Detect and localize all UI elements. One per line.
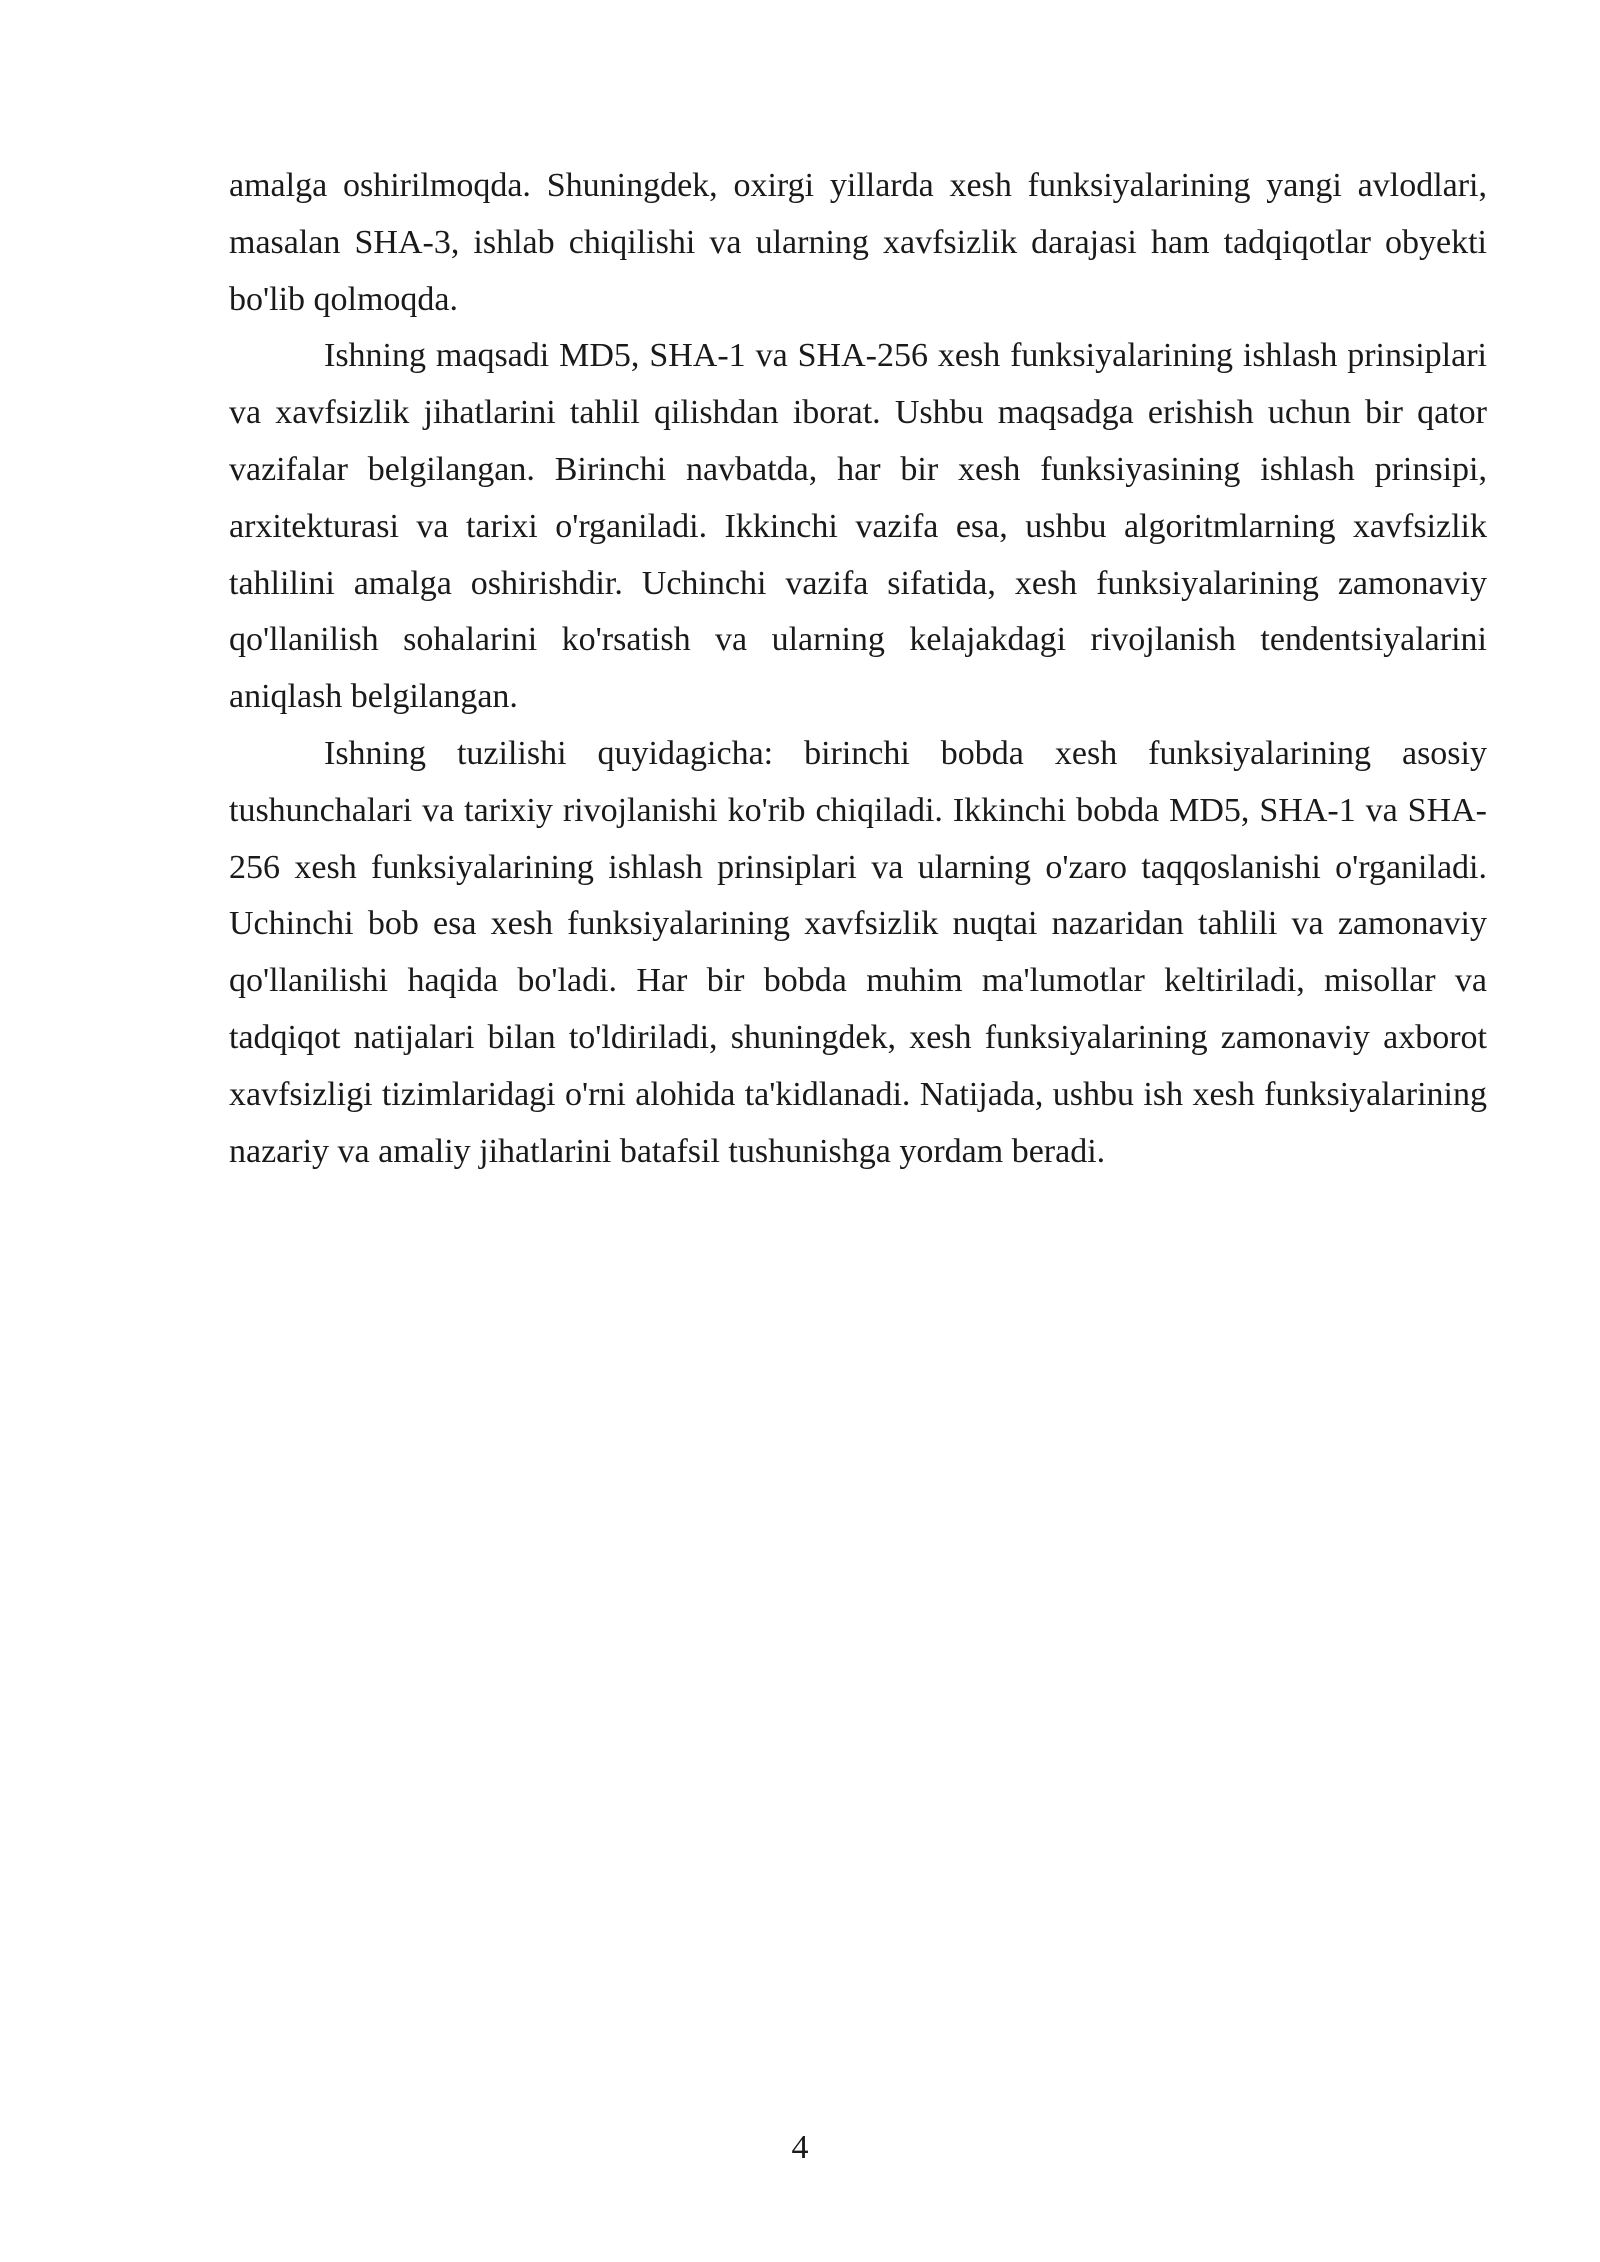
paragraph-objective: Ishning maqsadi MD5, SHA-1 va SHA-256 xesh funksiyalarining ishlash prinsiplari va xavfsizlik jihatlarini tahlil qilishdan iborat. Ushbu maqsadga erishish uchun bir qator vazifalar belgilangan. Birinchi navbatda, har bir xesh funksiyasining ishlash prinsipi, arxitekturasi va tarixi o'rganiladi. Ikkinchi vazifa esa, ushbu algoritmlarning xavfsizlik tahlilini amalga oshirishdir. Uchinchi vazifa sifatida, xesh funksiyalarining zamonaviy qo'llanilish sohalarini ko'rsatish va ularning kelajakdagi rivojlanish tendentsiyalarini aniqlash belgilangan. (229, 337, 1487, 716)
paragraph-structure: Ishning tuzilishi quyidagicha: birinchi bobda xesh funksiyalarining asosiy tushunchalari va tarixiy rivojlanishi ko'rib chiqiladi. Ikkinchi bobda MD5, SHA-1 va SHA-256 xesh funksiyalarining ishlash prinsiplari va ularning o'zaro taqqoslanishi o'rganiladi. Uchinchi bob esa xesh funksiyalarining xavfsizlik nuqtai nazaridan tahlili va zamonaviy qo'llanilishi haqida bo'ladi. Har bir bobda muhim ma'lumotlar keltiriladi, misollar va tadqiqot natijalari bilan to'ldiriladi, shuningdek, xesh funksiyalarining zamonaviy axborot xavfsizligi tizimlaridagi o'rni alohida ta'kidlanadi. Natijada, ushbu ish xesh funksiyalarining nazariy va amaliy jihatlarini batafsil tushunishga yordam beradi. (229, 734, 1487, 1170)
page-body (229, 158, 1487, 1180)
paragraph-continuation: amalga oshirilmoqda. Shuningdek, oxirgi yillarda xesh funksiyalarining yangi avlodlari, masalan SHA-3, ishlab chiqilishi va ularning xavfsizlik darajasi ham tadqiqotlar obyekti bo'lib qolmoqda. (229, 167, 1487, 318)
page-number: 4 (791, 2129, 809, 2166)
